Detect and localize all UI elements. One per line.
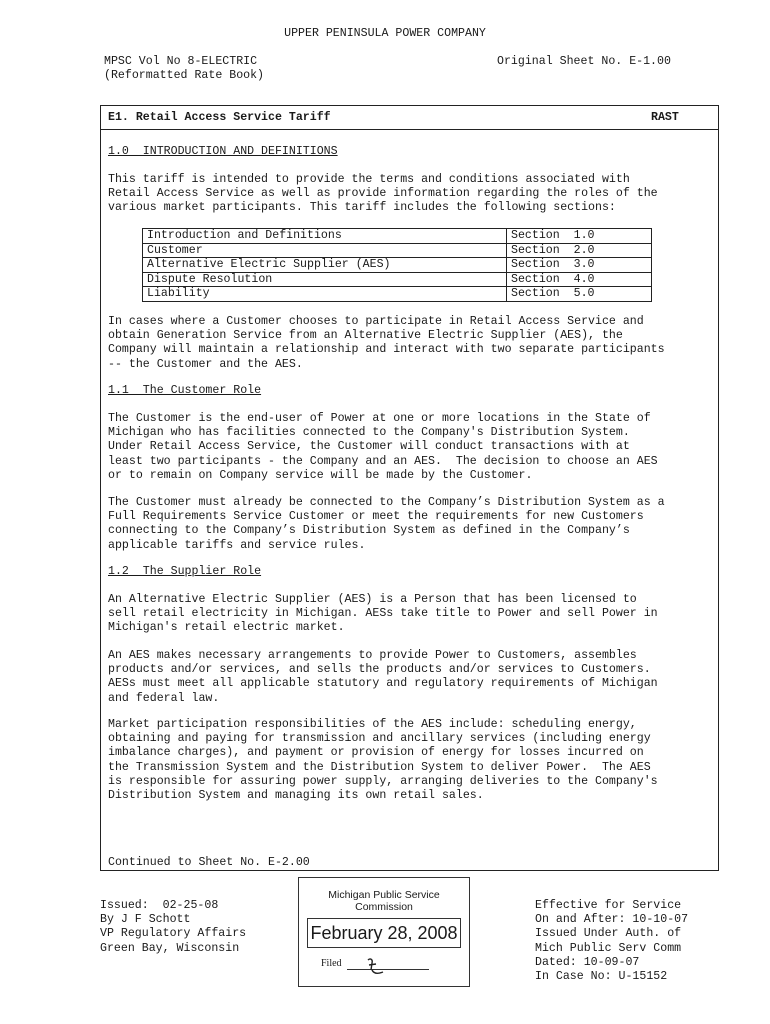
volume-number: MPSC Vol No 8-ELECTRIC <box>104 55 258 68</box>
section-1-0-intro <box>108 173 658 216</box>
effective-line: Issued Under Auth. of <box>535 927 682 941</box>
paragraph-line: imbalance charges), and payment or provision of energy for losses incurred on <box>108 746 644 760</box>
continued-note: Continued to Sheet No. E-2.00 <box>108 856 310 869</box>
section-name-cell: Dispute Resolution <box>143 272 507 287</box>
filed-signature-line <box>347 969 429 970</box>
issued-line: Issued: 02-25-08 <box>100 899 219 912</box>
paragraph-line: or to remain on Company service will be made by the Customer. <box>108 468 533 482</box>
paragraph-line: obtain Generation Service from an Alternative Electric Supplier (AES), the <box>108 329 623 343</box>
paragraph-line: Market participation responsibilities of the AES include: scheduling energy, <box>108 718 637 731</box>
effective-line: On and After: 10-10-07 <box>535 913 689 927</box>
customer-role-paragraph-2 <box>108 496 665 553</box>
paragraph-line: least two participants - the Company and an AES. The decision to choose an AES <box>108 454 658 468</box>
effective-block <box>535 899 688 984</box>
sections-table <box>142 228 652 302</box>
section-number-cell: Section 3.0 <box>507 258 652 273</box>
section-name-cell: Introduction and Definitions <box>143 229 507 244</box>
issued-line: VP Regulatory Affairs <box>100 927 247 941</box>
paragraph-line: obtaining and paying for transmission and ancillary services (including energy <box>108 732 651 746</box>
title-divider <box>100 129 719 130</box>
table-row <box>143 272 652 287</box>
section-1-1-heading: 1.1 The Customer Role <box>108 384 262 397</box>
section-name-cell: Customer <box>143 243 507 258</box>
section-number-cell: Section 2.0 <box>507 243 652 258</box>
effective-line: Dated: 10-09-07 <box>535 955 640 969</box>
paragraph-line: applicable tariffs and service rules. <box>108 538 366 552</box>
paragraph-line: and federal law. <box>108 691 220 705</box>
stamp-filed-label: Filed <box>321 958 342 969</box>
section-name-cell: Liability <box>143 287 507 302</box>
supplier-role-paragraph-1 <box>108 593 658 636</box>
issued-line: Green Bay, Wisconsin <box>100 941 240 955</box>
section-1-0-after-table <box>108 315 665 372</box>
company-name: UPPER PENINSULA POWER COMPANY <box>284 27 486 40</box>
stamp-org-line: Michigan Public Service <box>328 889 440 901</box>
sheet-number: Original Sheet No. E-1.00 <box>497 55 671 68</box>
paragraph-line: The Customer must already be connected to the Company’s Distribution System as a <box>108 496 665 509</box>
table-row <box>143 258 652 273</box>
paragraph-line: -- the Customer and the AES. <box>108 357 303 371</box>
paragraph-line: Company will maintain a relationship and interact with two separate participants <box>108 343 665 357</box>
effective-line: Effective for Service <box>535 899 682 912</box>
table-row <box>143 287 652 302</box>
section-number-cell: Section 1.0 <box>507 229 652 244</box>
stamp-organization <box>299 889 469 913</box>
paragraph-line: sell retail electricity in Michigan. AESs take title to Power and sell Power in <box>108 607 658 621</box>
stamp-date: February 28, 2008 <box>307 918 461 948</box>
table-row <box>143 229 652 244</box>
paragraph-line: AESs must meet all applicable statutory and regulatory requirements of Michigan <box>108 677 658 691</box>
section-number-cell: Section 5.0 <box>507 287 652 302</box>
intro-line: This tariff is intended to provide the terms and conditions associated with <box>108 173 630 186</box>
effective-line: Mich Public Serv Comm <box>535 941 682 955</box>
paragraph-line: Michigan who has facilities connected to the Company's Distribution System. <box>108 426 630 440</box>
section-number-cell: Section 4.0 <box>507 272 652 287</box>
intro-line: various market participants. This tariff includes the following sections: <box>108 201 616 215</box>
issued-block <box>100 899 246 956</box>
paragraph-line: connecting to the Company’s Distribution System as defined in the Company’s <box>108 524 630 538</box>
table-row <box>143 243 652 258</box>
stamp-org-line: Commission <box>355 901 413 913</box>
rate-book-label: (Reformatted Rate Book) <box>104 69 265 82</box>
effective-line: In Case No: U-15152 <box>535 970 668 984</box>
paragraph-line: An Alternative Electric Supplier (AES) is a Person that has been licensed to <box>108 593 637 606</box>
paragraph-line: Full Requirements Service Customer or meet the requirements for new Customers <box>108 510 644 524</box>
section-1-0-heading: 1.0 INTRODUCTION AND DEFINITIONS <box>108 145 338 158</box>
paragraph-line: In cases where a Customer chooses to participate in Retail Access Service and <box>108 315 644 328</box>
supplier-role-paragraph-2 <box>108 649 658 706</box>
customer-role-paragraph-1 <box>108 412 658 483</box>
section-1-2-heading: 1.2 The Supplier Role <box>108 565 262 578</box>
tariff-title: E1. Retail Access Service Tariff <box>108 111 331 124</box>
signature-icon <box>363 957 385 977</box>
supplier-role-paragraph-3 <box>108 718 658 803</box>
paragraph-line: The Customer is the end-user of Power at one or more locations in the State of <box>108 412 651 425</box>
issued-line: By J F Schott <box>100 913 191 927</box>
filing-stamp <box>298 877 470 987</box>
intro-line: Retail Access Service as well as provide information regarding the roles of the <box>108 187 658 201</box>
paragraph-line: Under Retail Access Service, the Customer will conduct transactions with at <box>108 440 630 454</box>
paragraph-line: products and/or services, and sells the products and/or services to Customers. <box>108 663 651 677</box>
paragraph-line: Distribution System and managing its own retail sales. <box>108 789 484 803</box>
paragraph-line: Michigan's retail electric market. <box>108 621 345 635</box>
tariff-code: RAST <box>651 111 679 124</box>
paragraph-line: An AES makes necessary arrangements to provide Power to Customers, assembles <box>108 649 637 662</box>
paragraph-line: is responsible for assuring power supply, arranging deliveries to the Company's <box>108 774 658 788</box>
section-name-cell: Alternative Electric Supplier (AES) <box>143 258 507 273</box>
paragraph-line: the Transmission System and the Distribution System to deliver Power. The AES <box>108 760 651 774</box>
